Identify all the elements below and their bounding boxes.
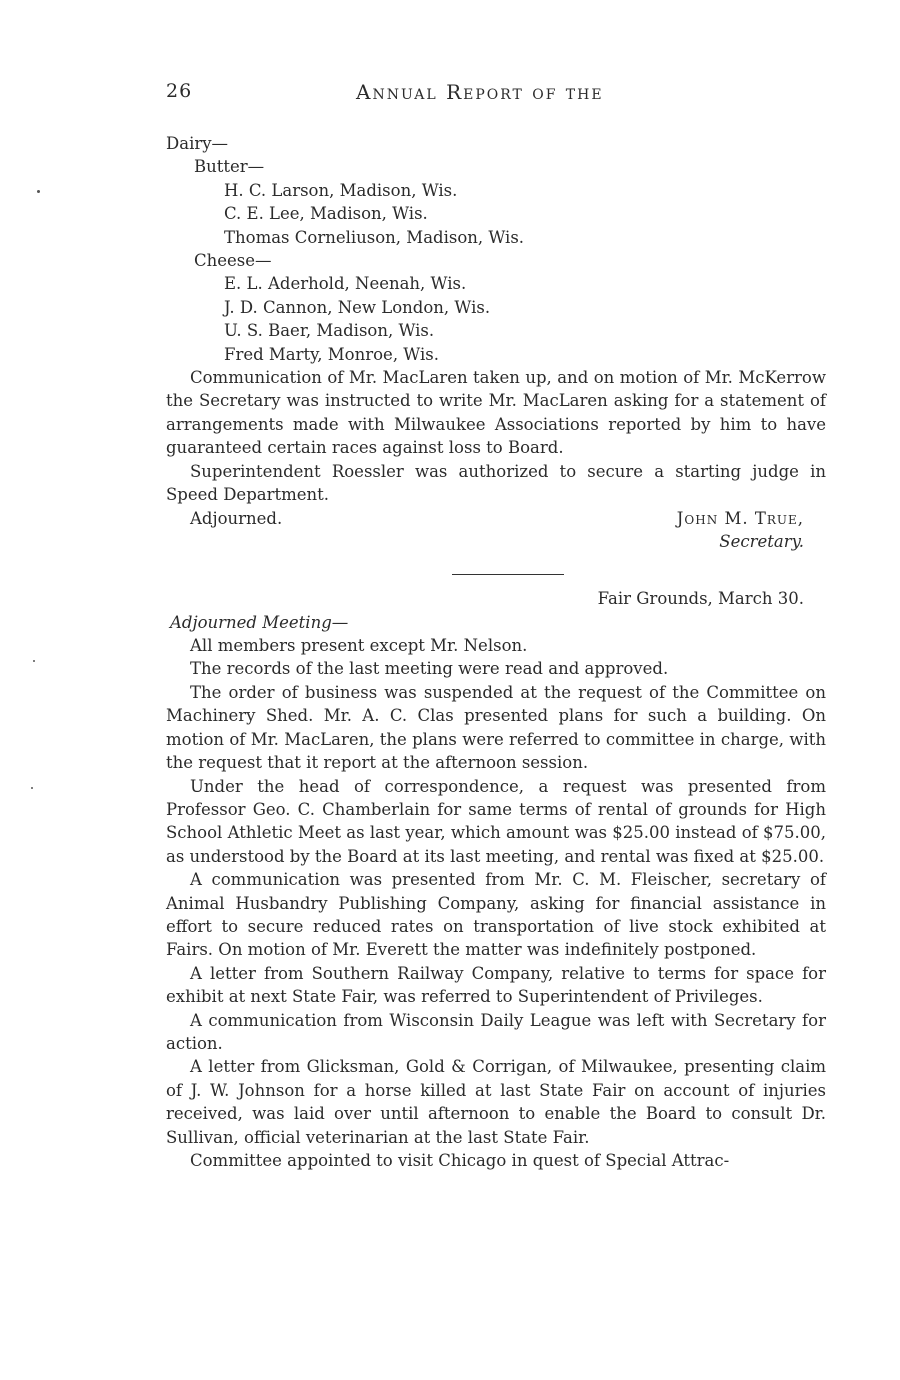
minutes-paragraph: The order of business was suspended at the request of the Committee on Machinery Shed. Mr. A. C. Clas presented plans for such a building. On motion of Mr. MacLaren, the plans were referred to committee in charge, with the request that it report at the afternoon session. [166,682,826,773]
cheese-judge: U. S. Baer, Madison, Wis. [224,321,435,341]
butter-judge: H. C. Larson, Madison, Wis. [224,180,458,200]
page-body [166,132,826,1172]
minutes-paragraph: A letter from Glicksman, Gold & Corrigan, of Milwaukee, presenting claim of J. W. Johnson for a horse killed at last State Fair on account of injuries received, was laid over until afternoon to enable the Board to consult Dr. Sullivan, official veterinarian at the last State Fair. [166,1057,826,1147]
first-minutes [166,366,826,553]
dairy-heading: Dairy— [166,134,229,153]
scan-speck [31,787,33,789]
signature-name: John M. True, [676,508,804,528]
running-head: Annual Report of the [356,80,604,104]
minutes-paragraph: Communication of Mr. MacLaren taken up, and on motion of Mr. McKerrow the Secretary was instructed to write Mr. MacLaren asking for a statement of arrangements made with Milwaukee Associations reported by him to have guaranteed certain races against loss to Board. [166,368,826,458]
cheese-judge: J. D. Cannon, New London, Wis. [224,297,491,317]
cheese-judge: Fred Marty, Monroe, Wis. [224,344,439,364]
dairy-section [166,132,826,366]
minutes-paragraph: Committee appointed to visit Chicago in quest of Special Attrac- [190,1151,730,1170]
minutes-paragraph: A communication from Wisconsin Daily League was left with Secretary for action. [166,1010,826,1053]
cheese-heading: Cheese— [194,251,272,271]
section-divider [452,574,564,575]
scan-speck [37,190,40,193]
signature-row [166,507,826,530]
minutes-paragraph: The records of the last meeting were read and approved. [190,659,669,679]
minutes-paragraph: All members present except Mr. Nelson. [190,636,528,656]
cheese-judge: E. L. Aderhold, Neenah, Wis. [224,274,467,294]
minutes-paragraph: Superintendent Roessler was authorized to secure a starting judge in Speed Department. [166,461,826,505]
minutes-paragraph: A communication was presented from Mr. C. M. Fleischer, secretary of Animal Husbandry Publishing Company, asking for financial assistance in effort to secure reduced rates on transportation of live stock exhibited at Fairs. On motion of Mr. Everett the matter was indefinitely postponed. [166,870,826,960]
page-header [166,80,826,110]
meeting-heading: Adjourned Meeting— [170,612,349,632]
butter-heading: Butter— [194,157,265,177]
butter-judge: C. E. Lee, Madison, Wis. [224,204,428,224]
minutes-paragraph: A letter from Southern Railway Company, relative to terms for space for exhibit at next State Fair, was referred to Superintendent of Privileges. [166,963,826,1007]
second-minutes [166,587,826,1172]
place-date: Fair Grounds, March 30. [597,589,804,609]
page-number: 26 [166,80,193,102]
signature-title: Secretary. [719,531,804,551]
minutes-paragraph: Under the head of correspondence, a request was presented from Professor Geo. C. Chamberlain for same terms of rental of grounds for High School Athletic Meet as last year, which amount was $25.00 instead of $75.00, as understood by the Board at its last meeting, and rental was fixed at $25.00. [166,776,826,866]
butter-judge: Thomas Corneliuson, Madison, Wis. [224,227,525,247]
adjourned-text: Adjourned. [190,508,283,528]
scan-speck [33,660,35,662]
